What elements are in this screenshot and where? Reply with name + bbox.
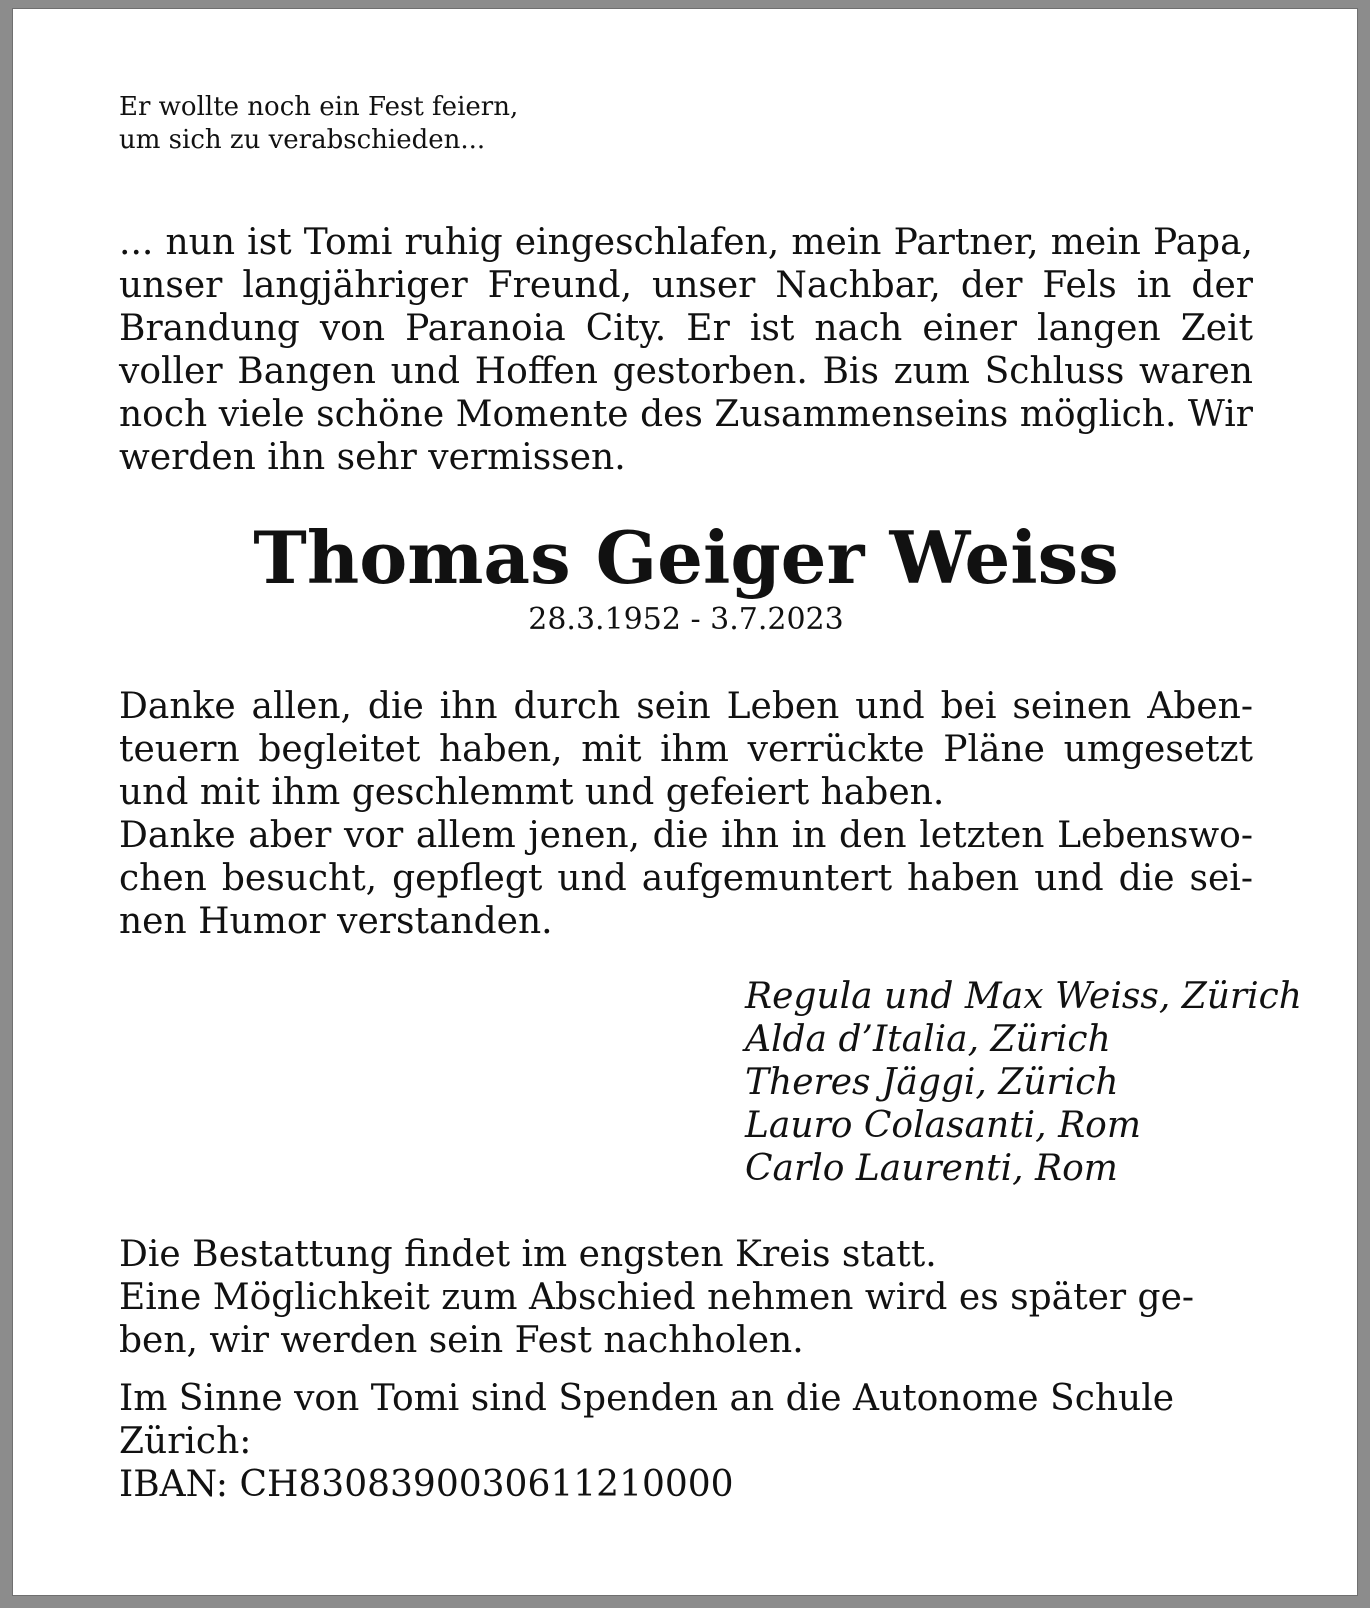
funeral-notice	[119, 1233, 1199, 1362]
thanks-section	[119, 685, 1253, 943]
motto-line-1: Er wollte noch ein Fest feiern,	[119, 92, 519, 122]
donation-text: Im Sinne von Tomi sind Spenden an die Autonome Schule Zürich:	[119, 1378, 1175, 1462]
intro-paragraph: ... nun ist Tomi ruhig eingeschlafen, mein Partner, mein Papa, unser langjähriger Freund, unser Nachbar, der Fels in der Brandung von Paranoia City. Er ist nach einer langen Zeit voller Bangen und Hoffen gestorben. Bis zum Schluss waren noch viele schöne Momente des Zusammenseins möglich. Wir werden ihn sehr vermissen.	[119, 222, 1253, 478]
funeral-line-1: Die Bestattung findet im engsten Kreis statt.	[119, 1234, 937, 1275]
funeral-line-2: Eine Möglichkeit zum Abschied nehmen wird es später geben, wir werden sein Fest nachholen.	[119, 1277, 1195, 1361]
deceased-name: Thomas Geiger Weiss	[253, 515, 1119, 600]
donation-notice	[119, 1377, 1199, 1506]
motto-line-2: um sich zu verabschieden...	[119, 125, 486, 155]
signer: Lauro Colasanti, Rom	[745, 1105, 1141, 1146]
motto	[119, 91, 719, 157]
thanks-paragraph-1: Danke allen, die ihn durch sein Leben und bei seinen Abenteuern begleitet haben, mit ihm verrückte Pläne umgesetzt und mit ihm geschlemmt und gefeiert haben.	[119, 686, 1253, 813]
obituary-page	[12, 8, 1358, 1596]
thanks-paragraph-2: Danke aber vor allem jenen, die ihn in den letzten Lebenswochen besucht, gepflegt und aufgemuntert haben und die seinen Humor verstanden.	[119, 815, 1253, 942]
signer: Carlo Laurenti, Rom	[745, 1148, 1118, 1189]
signer: Regula und Max Weiss, Zürich	[745, 976, 1302, 1017]
signer: Alda d’Italia, Zürich	[745, 1019, 1111, 1060]
signers-list	[745, 975, 1345, 1190]
life-dates: 28.3.1952 - 3.7.2023	[528, 602, 844, 637]
signer: Theres Jäggi, Zürich	[745, 1062, 1119, 1103]
donation-iban: IBAN: CH8308390030611210000	[119, 1464, 734, 1505]
